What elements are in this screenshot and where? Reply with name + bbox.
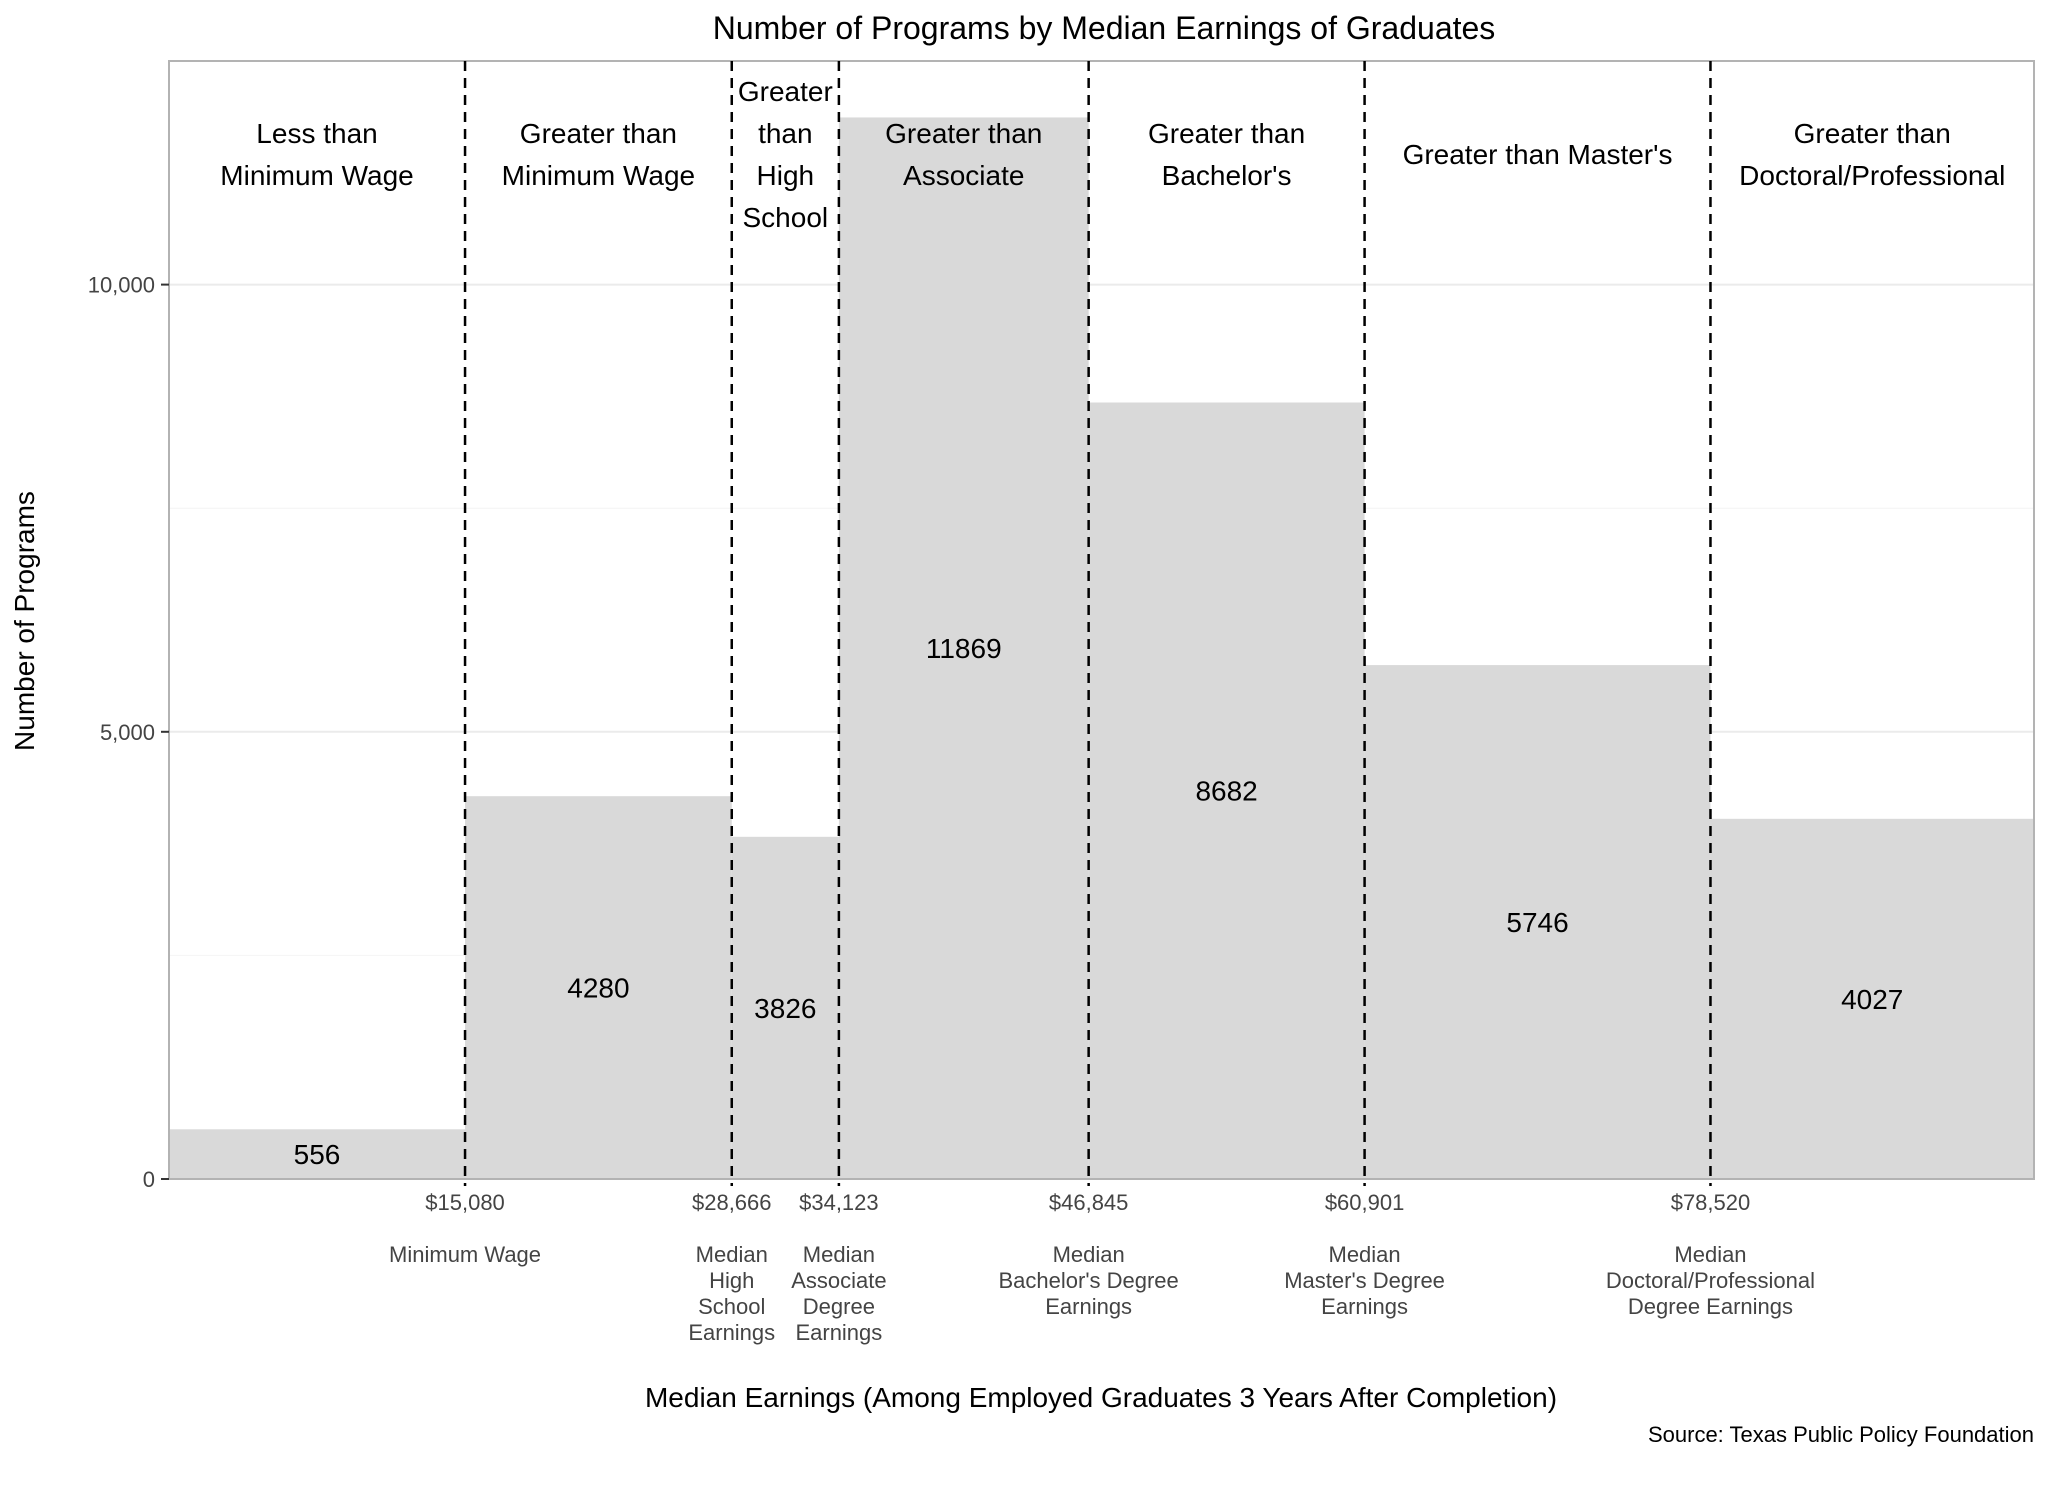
category-label-2: Greater than Minimum Wage <box>501 118 696 191</box>
x-tick-label-3: $34,123 <box>799 1190 879 1215</box>
category-label-4: Greater than Associate <box>885 118 1043 191</box>
threshold-description-3: Median Associate Degree Earnings <box>791 1242 887 1345</box>
chart-title: Number of Programs by Median Earnings of Graduates <box>712 10 1496 46</box>
bar-value-label-4: 11869 <box>925 633 1002 665</box>
bar-value-label-6: 5746 <box>1506 907 1569 939</box>
x-tick-label-1: $15,080 <box>425 1190 505 1215</box>
x-tick-label-6: $78,520 <box>1670 1190 1751 1215</box>
threshold-description-2: Median High School Earnings <box>688 1242 776 1345</box>
y-tick-label: 0 <box>142 1167 155 1192</box>
category-label-5: Greater than Bachelor's <box>1148 118 1306 191</box>
bar-value-label-5: 8682 <box>1195 775 1258 807</box>
threshold-description-4: Median Bachelor's Degree Earnings <box>998 1242 1179 1319</box>
x-tick-label-5: $60,901 <box>1324 1190 1405 1215</box>
category-label-6: Greater than Master's <box>1402 139 1673 170</box>
category-label-7: Greater than Doctoral/Professional <box>1739 118 2006 191</box>
threshold-description-6: Median Doctoral/Professional Degree Earnings <box>1605 1242 1816 1319</box>
bar-value-label-3: 3826 <box>754 992 817 1024</box>
category-label-1: Less than Minimum Wage <box>220 118 414 191</box>
threshold-description-1: Minimum Wage <box>389 1242 542 1267</box>
threshold-description-5: Median Master's Degree Earnings <box>1284 1242 1445 1319</box>
y-axis-title: Number of Programs <box>9 491 40 751</box>
y-tick-label: 5,000 <box>99 719 155 745</box>
x-tick-label-4: $46,845 <box>1048 1190 1129 1215</box>
y-tick-label: 10,000 <box>87 272 155 298</box>
source-caption: Source: Texas Public Policy Foundation <box>1647 1422 2034 1447</box>
bar-value-label-2: 4280 <box>567 972 630 1004</box>
category-label-3: Greater than High School <box>737 76 833 233</box>
x-axis-title: Median Earnings (Among Employed Graduates 3 Years After Completion) <box>644 1382 1558 1413</box>
bar-value-label-1: 556 <box>293 1139 341 1171</box>
bars-layer <box>169 117 2034 1179</box>
x-tick-label-2: $28,666 <box>691 1190 772 1215</box>
bar-value-label-7: 4027 <box>1841 983 1904 1015</box>
